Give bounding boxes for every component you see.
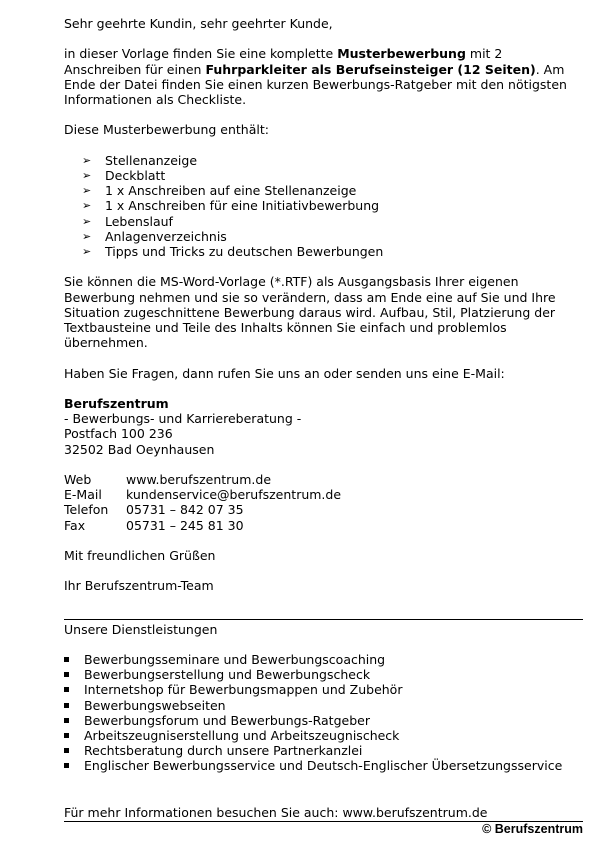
company-name: Berufszentrum — [64, 395, 169, 411]
questions-text: Haben Sie Fragen, dann rufen Sie uns an oder senden uns eine E-Mail: — [64, 365, 505, 381]
contact-row-email — [64, 487, 341, 502]
contact-row-web — [64, 472, 341, 487]
company-tagline: - Bewerbungs- und Karriereberatung - — [64, 411, 302, 427]
arrow-bullet-icon: ➢ — [82, 245, 92, 258]
arrow-bullet-icon: ➢ — [82, 153, 92, 167]
list-item: ➢ Tipps und Tricks zu deutschen Bewerbungen — [82, 244, 384, 259]
contains-list — [64, 153, 584, 259]
list-item: Internetshop für Bewerbungsmappen und Zubehör — [64, 682, 584, 697]
square-bullet-icon — [64, 718, 69, 723]
closing: Mit freundlichen Grüßen — [64, 547, 216, 563]
arrow-bullet-icon: ➢ — [82, 168, 92, 182]
contact-row-phone — [64, 502, 341, 517]
list-item: ➢ 1 x Anschreiben für eine Initiativbewerbung — [82, 198, 380, 214]
list-item: ➢ Lebenslauf — [82, 213, 173, 229]
arrow-bullet-icon: ➢ — [82, 229, 92, 243]
square-bullet-icon — [64, 687, 69, 692]
contact-label: Telefon — [64, 502, 109, 518]
intro-text-6: Informationen als Checkliste. — [64, 92, 247, 107]
intro-bold-musterbewerbung: Musterbewerbung — [337, 46, 466, 62]
square-bullet-icon — [64, 763, 69, 768]
list-item: Rechtsberatung durch unsere Partnerkanzlei — [64, 743, 584, 758]
company-address — [64, 396, 584, 457]
intro-paragraph — [64, 46, 584, 107]
services-list — [64, 652, 584, 774]
contact-label: Fax — [64, 517, 86, 533]
web-link[interactable]: www.berufszentrum.de — [126, 471, 272, 487]
intro-text-1: in dieser Vorlage finden Sie eine komplette — [64, 46, 338, 62]
phone-value: 05731 – 842 07 35 — [126, 502, 244, 518]
more-info-text: Für mehr Informationen besuchen Sie auch: www.berufszentrum.de — [64, 805, 488, 820]
square-bullet-icon — [64, 748, 69, 753]
square-bullet-icon — [64, 733, 69, 738]
list-item: Bewerbungswebseiten — [64, 698, 584, 713]
company-postbox: Postfach 100 236 — [64, 426, 173, 442]
intro-text-2: mit 2 — [465, 46, 503, 62]
list-item: ➢ 1 x Anschreiben auf eine Stellenanzeige — [82, 183, 357, 199]
list-item: ➢ Anlagenverzeichnis — [82, 228, 227, 244]
list-item: Bewerbungserstellung und Bewerbungscheck — [64, 667, 584, 682]
square-bullet-icon — [64, 672, 69, 677]
email-link[interactable]: kundenservice@berufszentrum.de — [126, 487, 342, 503]
intro-text-5: Ende der Datei finden Sie einen kurzen Bewerbungs-Ratgeber mit den nötigsten — [64, 76, 567, 92]
list-item: ➢ Stellenanzeige — [82, 152, 198, 168]
list-item: ➢ Deckblatt — [82, 167, 166, 183]
square-bullet-icon — [64, 657, 69, 662]
copyright-notice: © Berufszentrum — [482, 822, 583, 836]
contact-label: E-Mail — [64, 487, 102, 503]
company-city: 32502 Bad Oeynhausen — [64, 441, 215, 457]
list-item: Bewerbungsseminare und Bewerbungscoaching — [64, 652, 584, 667]
intro-bold-position: Fuhrparkleiter als Berufseinsteiger (12 Seiten) — [205, 61, 536, 77]
list-item: Arbeitszeugniserstellung und Arbeitszeugnischeck — [64, 728, 584, 743]
intro-text-4: . Am — [535, 61, 565, 77]
arrow-bullet-icon: ➢ — [82, 214, 92, 228]
contains-heading: Diese Musterbewerbung enthält: — [64, 122, 269, 138]
list-item: Englischer Bewerbungsservice und Deutsch-Englischer Übersetzungsservice — [64, 758, 584, 773]
salutation: Sehr geehrte Kundin, sehr geehrter Kunde, — [64, 16, 333, 31]
fax-value: 05731 – 245 81 30 — [126, 517, 244, 533]
contact-table — [64, 472, 341, 533]
usage-paragraph: Sie können die MS-Word-Vorlage (*.RTF) als Ausgangsbasis Ihrer eigenen Bewerbung nehmen und sie so verändern, dass am Ende eine auf Sie und Ihre Situation zugeschnittene Bewerbung daraus wird. Aufbau, Stil, Platzierung der Textbausteine und Teile des Inhalts können Sie einfach und problemlos übernehmen. — [64, 274, 556, 351]
square-bullet-icon — [64, 703, 69, 708]
section-divider — [64, 619, 583, 620]
arrow-bullet-icon: ➢ — [82, 199, 92, 213]
signature: Ihr Berufszentrum-Team — [64, 578, 214, 594]
arrow-bullet-icon: ➢ — [82, 184, 92, 198]
contact-row-fax — [64, 518, 341, 533]
document-page — [64, 16, 584, 774]
list-item: Bewerbungsforum und Bewerbungs-Ratgeber — [64, 713, 584, 728]
services-heading: Unsere Dienstleistungen — [64, 621, 218, 637]
intro-text-3: Anschreiben für einen — [64, 61, 206, 77]
contact-label: Web — [64, 471, 92, 487]
